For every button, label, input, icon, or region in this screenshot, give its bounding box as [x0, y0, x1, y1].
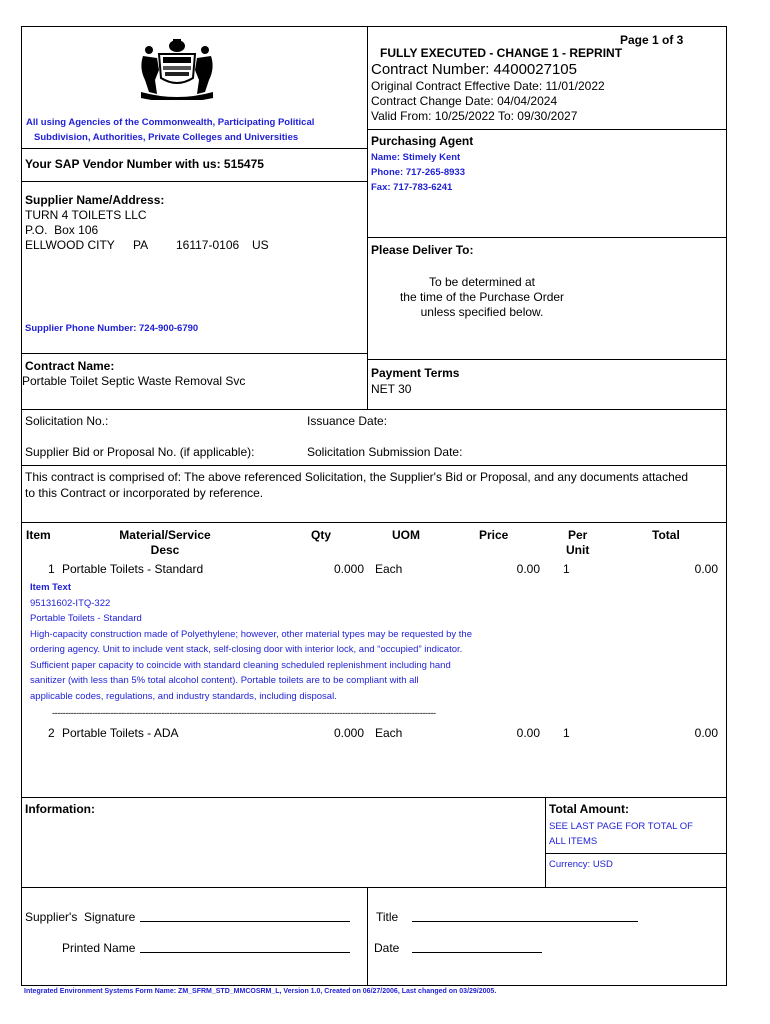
line-item-number: 2 — [48, 726, 55, 740]
divider — [545, 853, 727, 854]
commonwealth-seal-icon — [137, 36, 217, 100]
supplier-signature-line[interactable] — [140, 909, 350, 922]
supplier-state: PA — [133, 238, 149, 252]
contract-name-value: Portable Toilet Septic Waste Removal Svc — [22, 374, 246, 388]
deliver-heading: Please Deliver To: — [371, 243, 474, 257]
agencies-line: All using Agencies of the Commonwealth, Participating Political — [26, 117, 315, 128]
line-item-desc: Portable Toilets - ADA — [62, 726, 179, 740]
date-line[interactable] — [412, 940, 542, 953]
agent-phone: Phone: 717-265-8933 — [371, 167, 465, 178]
divider — [21, 353, 367, 354]
line-item-per-unit: 1 — [563, 726, 570, 740]
divider — [367, 129, 727, 130]
title-label: Title — [376, 910, 399, 924]
line-item-price: 0.00 — [516, 562, 540, 576]
payment-terms-heading: Payment Terms — [371, 366, 460, 380]
col-uom: UOM — [392, 528, 420, 542]
divider — [21, 148, 367, 149]
total-amount-heading: Total Amount: — [549, 802, 629, 816]
col-material-desc: Desc — [150, 543, 180, 557]
item-text-heading: Item Text — [30, 582, 72, 593]
submission-date: Solicitation Submission Date: — [307, 445, 463, 459]
page-number: Page 1 of 3 — [620, 33, 684, 47]
valid-dates: Valid From: 10/25/2022 To: 09/30/2027 — [371, 109, 578, 123]
agent-fax: Fax: 717-783-6241 — [371, 182, 453, 193]
col-unit: Unit — [566, 543, 590, 557]
line-item-total: 0.00 — [694, 726, 718, 740]
supplier-heading: Supplier Name/Address: — [25, 193, 165, 207]
divider — [21, 465, 727, 466]
comprised-text: This contract is comprised of: The above referenced Solicitation, the Supplier's Bid or Proposal, and any documents attached — [25, 470, 689, 484]
form-footer: Integrated Environment Systems Form Name: ZM_SFRM_STD_MMCOSRM_L, Version 1.0, Created on 06/27/2006, Last changed on 03/29/2005. — [24, 988, 497, 995]
item-text-line: applicable codes, regulations, and industry standards, including disposal. — [30, 691, 337, 702]
printed-name-line[interactable] — [140, 940, 350, 953]
supplier-name: TURN 4 TOILETS LLC — [25, 208, 147, 222]
col-item: Item — [26, 528, 51, 542]
item-text-line: High-capacity construction made of Polyethylene; however, other material types may be requested by the — [30, 629, 472, 640]
line-item-uom: Each — [375, 726, 403, 740]
line-item-desc: Portable Toilets - Standard — [62, 562, 204, 576]
line-item-total: 0.00 — [694, 562, 718, 576]
agent-name: Name: Stimely Kent — [371, 152, 461, 163]
item-text-line: Portable Toilets - Standard — [30, 613, 142, 624]
col-total: Total — [652, 528, 680, 542]
supplier-address: P.O. Box 106 — [25, 223, 99, 237]
contract-change-date: Contract Change Date: 04/04/2024 — [371, 94, 558, 108]
col-material: Material/Service — [119, 528, 211, 542]
currency: Currency: USD — [549, 859, 613, 870]
line-item-qty: 0.000 — [333, 726, 364, 740]
supplier-signature-label: Supplier's Signature — [25, 910, 136, 924]
item-text-line: Sufficient paper capacity to coincide with standard cleaning scheduled replenishment including hand — [30, 660, 451, 671]
divider — [545, 797, 546, 887]
purchasing-agent-heading: Purchasing Agent — [371, 134, 474, 148]
information-heading: Information: — [25, 802, 95, 816]
divider — [21, 522, 727, 523]
vendor-number: Your SAP Vendor Number with us: 515475 — [25, 157, 264, 171]
divider — [21, 887, 727, 888]
supplier-city: ELLWOOD CITY — [25, 238, 115, 252]
divider — [367, 887, 368, 986]
divider — [21, 181, 367, 182]
item-text-line: sanitizer (with less than 5% total alcohol content). Portable toilets are to be compliant with all — [30, 675, 419, 686]
item-text-line: ordering agency. Unit to include vent stack, self-closing door with interior lock, and “occupied” indicator. — [30, 644, 463, 655]
issuance-date: Issuance Date: — [307, 414, 388, 428]
solicitation-no: Solicitation No.: — [25, 414, 109, 428]
supplier-country: US — [252, 238, 269, 252]
divider — [367, 26, 368, 409]
deliver-line: the time of the Purchase Order — [399, 290, 565, 304]
supplier-phone: Supplier Phone Number: 724-900-6790 — [25, 323, 199, 334]
contract-name-heading: Contract Name: — [25, 359, 115, 373]
col-qty: Qty — [311, 528, 332, 542]
supplier-zip: 16117-0106 — [176, 238, 240, 252]
deliver-line: unless specified below. — [420, 305, 544, 319]
divider — [21, 797, 727, 798]
deliver-line: To be determined at — [428, 275, 536, 289]
line-item-qty: 0.000 — [333, 562, 364, 576]
payment-terms-value: NET 30 — [371, 382, 412, 396]
col-per: Per — [568, 528, 588, 542]
divider — [367, 237, 727, 238]
line-item-per-unit: 1 — [563, 562, 570, 576]
title-line[interactable] — [412, 909, 638, 922]
comprised-text: to this Contract or incorporated by reference. — [25, 486, 264, 500]
line-item-price: 0.00 — [516, 726, 540, 740]
supplier-bid-no: Supplier Bid or Proposal No. (if applicable): — [25, 445, 255, 459]
printed-name-label: Printed Name — [62, 941, 136, 955]
line-item-number: 1 — [48, 562, 55, 576]
agencies-line: Subdivision, Authorities, Private Colleges and Universities — [34, 132, 299, 143]
divider — [21, 409, 727, 410]
divider — [367, 359, 727, 360]
item-text-line: 95131602-ITQ-322 — [30, 598, 111, 609]
total-amount-note: SEE LAST PAGE FOR TOTAL OF — [549, 821, 693, 832]
line-item-uom: Each — [375, 562, 403, 576]
date-label: Date — [374, 941, 400, 955]
status-title: FULLY EXECUTED - CHANGE 1 - REPRINT — [380, 46, 623, 60]
original-effective-date: Original Contract Effective Date: 11/01/2022 — [371, 79, 605, 93]
total-amount-note: ALL ITEMS — [549, 836, 598, 847]
col-price: Price — [479, 528, 509, 542]
item-separator: ------------------------------------------------------------------------------------------------------------------------------------------------ — [52, 708, 436, 719]
contract-number: Contract Number: 4400027105 — [371, 61, 577, 78]
